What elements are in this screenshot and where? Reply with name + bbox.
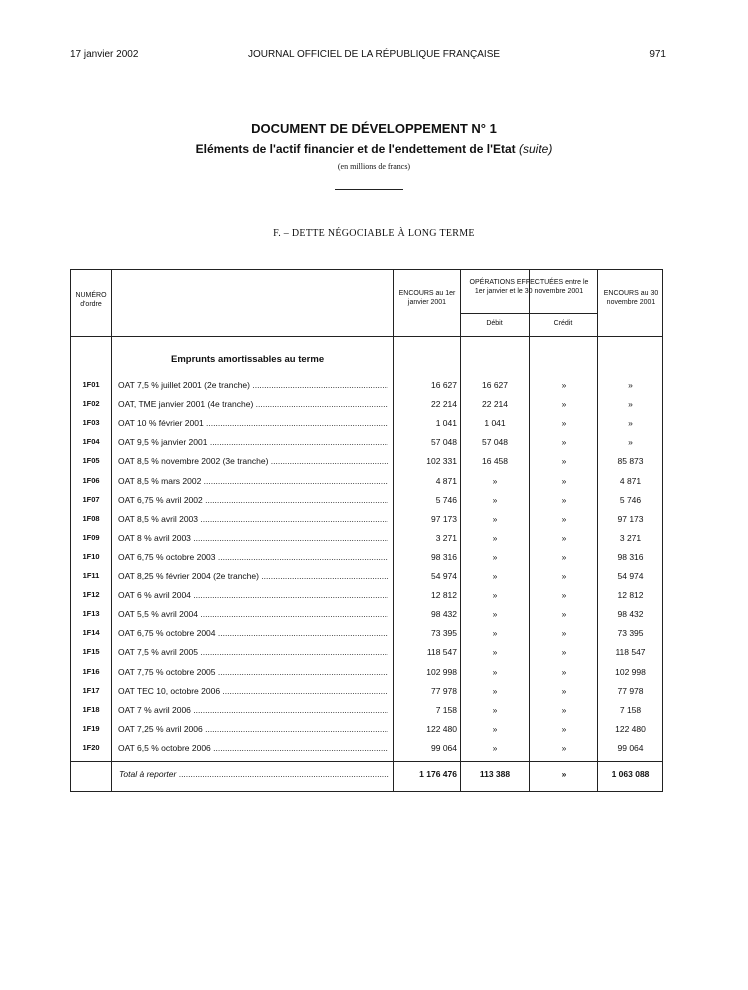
- row-encours-fin: 4 871: [619, 475, 642, 486]
- row-debit: »: [492, 551, 498, 562]
- document-subtitle: [0, 142, 748, 156]
- total-encours-fin: 1 063 088: [611, 769, 650, 779]
- row-credit: »: [561, 742, 567, 753]
- table-row: [71, 702, 664, 721]
- row-code: 1F08: [82, 513, 100, 523]
- row-debit: 57 048: [482, 437, 508, 448]
- header-date: 17 janvier 2002: [70, 49, 139, 60]
- row-credit: »: [561, 685, 567, 696]
- row-code: 1F13: [82, 609, 100, 619]
- row-encours-debut: 16 627: [431, 380, 457, 390]
- unit-note: (en millions de francs): [337, 162, 411, 171]
- row-encours-fin: 97 173: [617, 513, 644, 524]
- total-credit: »: [561, 769, 567, 779]
- row-encours-fin: 98 432: [617, 609, 644, 620]
- section-heading: F. – DETTE NÉGOCIABLE À LONG TERME: [273, 228, 475, 239]
- row-debit: »: [492, 685, 498, 696]
- row-label: OAT 8,5 % novembre 2002 (3e tranche) .....: [118, 456, 388, 466]
- header-operations: OPÉRATIONS EFFECTUÉES entre le 1er janvier et le 30 novembre 2001: [469, 279, 589, 295]
- row-code: 1F16: [82, 666, 100, 676]
- table-row: [71, 606, 664, 625]
- row-label: OAT 7 % avril 2006 .....: [118, 705, 388, 715]
- row-code: 1F03: [82, 418, 100, 428]
- row-credit: »: [561, 494, 567, 505]
- row-encours-debut: 7 158: [435, 704, 457, 715]
- header-divider: [71, 336, 662, 337]
- row-encours-fin: 73 395: [617, 628, 644, 639]
- row-debit: »: [492, 494, 498, 505]
- row-debit: »: [492, 513, 498, 524]
- row-label: OAT 8 % avril 2003 .....: [118, 533, 388, 543]
- table-row: [71, 396, 664, 415]
- row-credit: »: [561, 609, 567, 620]
- row-debit: 16 627: [482, 380, 508, 390]
- row-encours-debut: 73 395: [431, 628, 457, 639]
- subsection-heading: Emprunts amortissables au terme: [171, 354, 325, 365]
- table-row: [71, 492, 664, 511]
- header-credit: Crédit: [553, 320, 573, 327]
- header-encours-fin: ENCOURS au 30 novembre 2001: [603, 290, 659, 306]
- total-divider: [71, 761, 662, 762]
- row-label: OAT 6,75 % octobre 2004 .....: [118, 628, 388, 638]
- row-encours-fin: 118 547: [615, 647, 646, 658]
- total-encours-debut: 1 176 476: [419, 769, 457, 779]
- row-code: 1F10: [82, 551, 100, 561]
- row-label: OAT 8,5 % avril 2003 .....: [118, 514, 388, 524]
- row-debit: »: [492, 590, 498, 601]
- row-code: 1F19: [82, 723, 100, 733]
- subtitle-suite: (suite): [518, 142, 553, 156]
- row-credit: »: [561, 723, 567, 734]
- row-encours-debut: 4 871: [435, 475, 457, 486]
- row-credit: »: [561, 399, 567, 410]
- table-row: [71, 568, 664, 587]
- row-label: OAT, TME janvier 2001 (4e tranche) .....: [118, 399, 388, 409]
- table-row: [71, 377, 664, 396]
- row-encours-debut: 97 173: [431, 513, 457, 524]
- row-encours-fin: 98 316: [617, 551, 644, 562]
- row-encours-fin: 3 271: [619, 532, 642, 543]
- row-encours-debut: 57 048: [431, 437, 457, 448]
- row-encours-fin: »: [628, 437, 633, 448]
- table-row: [71, 664, 664, 683]
- row-label: OAT 7,25 % avril 2006 .....: [118, 724, 388, 734]
- row-credit: »: [561, 380, 567, 390]
- row-code: 1F15: [82, 647, 100, 657]
- row-encours-debut: 5 746: [435, 494, 457, 505]
- header-journal-title: JOURNAL OFFICIEL DE LA RÉPUBLIQUE FRANÇAISE: [247, 49, 501, 60]
- row-code: 1F09: [82, 532, 100, 542]
- table-row: [71, 415, 664, 434]
- row-debit: »: [492, 571, 498, 581]
- table-row: [71, 453, 664, 472]
- row-credit: »: [561, 532, 567, 543]
- row-credit: »: [561, 456, 567, 467]
- row-encours-debut: 77 978: [431, 685, 457, 696]
- row-debit: 16 458: [482, 456, 508, 467]
- row-credit: »: [561, 571, 567, 581]
- table-row: [71, 434, 664, 453]
- row-code: 1F12: [82, 590, 100, 600]
- debt-table: [70, 269, 663, 792]
- row-encours-debut: 98 316: [431, 551, 457, 562]
- row-encours-debut: 3 271: [435, 532, 457, 543]
- table-row: [71, 549, 664, 568]
- row-debit: »: [492, 647, 498, 658]
- table-row: [71, 683, 664, 702]
- row-debit: 22 214: [482, 399, 508, 410]
- row-debit: »: [492, 609, 498, 620]
- operations-divider: [460, 313, 597, 314]
- row-encours-debut: 122 480: [426, 723, 457, 734]
- table-row: [71, 740, 664, 759]
- row-credit: »: [561, 628, 567, 639]
- row-encours-fin: 102 998: [615, 666, 646, 677]
- row-code: 1F17: [82, 685, 100, 695]
- row-label: OAT 7,75 % octobre 2005 .....: [118, 667, 388, 677]
- table-row: [71, 644, 664, 663]
- row-encours-debut: 102 331: [426, 456, 457, 467]
- row-encours-fin: 85 873: [617, 456, 644, 467]
- header-encours-debut: ENCOURS au 1er janvier 2001: [398, 290, 456, 306]
- row-credit: »: [561, 666, 567, 677]
- row-encours-fin: 77 978: [617, 685, 644, 696]
- row-label: OAT 9,5 % janvier 2001 .....: [118, 437, 388, 447]
- title-divider: [335, 189, 403, 190]
- row-code: 1F05: [82, 456, 100, 466]
- row-credit: »: [561, 704, 567, 715]
- row-encours-debut: 54 974: [431, 571, 457, 581]
- row-encours-fin: »: [628, 380, 633, 390]
- table-row: [71, 511, 664, 530]
- row-debit: 1 041: [484, 418, 506, 429]
- row-credit: »: [561, 437, 567, 448]
- row-credit: »: [561, 475, 567, 486]
- row-code: 1F18: [82, 704, 100, 714]
- row-debit: »: [492, 475, 498, 486]
- row-credit: »: [561, 647, 567, 658]
- table-row: [71, 721, 664, 740]
- row-encours-debut: 12 812: [431, 590, 457, 601]
- row-code: 1F20: [82, 742, 100, 752]
- subtitle-text: Eléments de l'actif financier et de l'endettement de l'Etat: [195, 142, 516, 156]
- row-label: OAT 8,5 % mars 2002 .....: [118, 476, 388, 486]
- row-debit: »: [492, 704, 498, 715]
- row-label: OAT 8,25 % février 2004 (2e tranche) .....: [118, 571, 388, 581]
- row-code: 1F06: [82, 475, 100, 485]
- row-label: OAT 7,5 % juillet 2001 (2e tranche) .....: [118, 380, 388, 390]
- table-row: [71, 530, 664, 549]
- row-encours-fin: »: [628, 418, 633, 429]
- total-label: Total à reporter .....: [119, 769, 389, 779]
- row-encours-debut: 22 214: [431, 399, 457, 410]
- table-row: [71, 473, 664, 492]
- document-title: DOCUMENT DE DÉVELOPPEMENT N° 1: [251, 121, 497, 136]
- row-encours-fin: 7 158: [619, 704, 642, 715]
- row-encours-fin: 122 480: [615, 723, 646, 734]
- row-encours-fin: 5 746: [619, 494, 642, 505]
- row-label: OAT 6,75 % avril 2002 .....: [118, 495, 388, 505]
- row-label: OAT 7,5 % avril 2005 .....: [118, 647, 388, 657]
- row-encours-debut: 1 041: [435, 418, 457, 429]
- row-label: OAT TEC 10, octobre 2006 .....: [118, 686, 388, 696]
- row-debit: »: [492, 742, 498, 753]
- row-credit: »: [561, 551, 567, 562]
- row-encours-debut: 118 547: [426, 647, 457, 658]
- header-numero: NUMÉRO d'ordre: [75, 292, 107, 308]
- row-label: OAT 6,75 % octobre 2003 .....: [118, 552, 388, 562]
- row-debit: »: [492, 628, 498, 639]
- row-credit: »: [561, 513, 567, 524]
- row-label: OAT 10 % février 2001 .....: [118, 418, 388, 428]
- row-label: OAT 6 % avril 2004 .....: [118, 590, 388, 600]
- row-code: 1F14: [82, 628, 100, 638]
- row-debit: »: [492, 723, 498, 734]
- row-code: 1F07: [82, 494, 100, 504]
- row-debit: »: [492, 666, 498, 677]
- table-row: [71, 587, 664, 606]
- row-label: OAT 6,5 % octobre 2006 .....: [118, 743, 388, 753]
- row-code: 1F02: [82, 399, 100, 409]
- row-encours-fin: 12 812: [617, 590, 644, 601]
- row-code: 1F11: [82, 571, 100, 580]
- header-page-number: 971: [649, 49, 666, 60]
- row-encours-fin: »: [628, 399, 633, 410]
- row-encours-fin: 54 974: [617, 571, 644, 581]
- row-encours-debut: 99 064: [431, 742, 457, 753]
- row-code: 1F04: [82, 437, 100, 447]
- row-encours-fin: 99 064: [617, 742, 644, 753]
- row-debit: »: [492, 532, 498, 543]
- row-label: OAT 5,5 % avril 2004 .....: [118, 609, 388, 619]
- row-encours-debut: 102 998: [426, 666, 457, 677]
- row-encours-debut: 98 432: [431, 609, 457, 620]
- row-credit: »: [561, 590, 567, 601]
- total-debit: 113 388: [479, 769, 511, 779]
- table-row: [71, 625, 664, 644]
- row-credit: »: [561, 418, 567, 429]
- row-code: 1F01: [82, 380, 100, 389]
- header-debit: Débit: [486, 320, 503, 327]
